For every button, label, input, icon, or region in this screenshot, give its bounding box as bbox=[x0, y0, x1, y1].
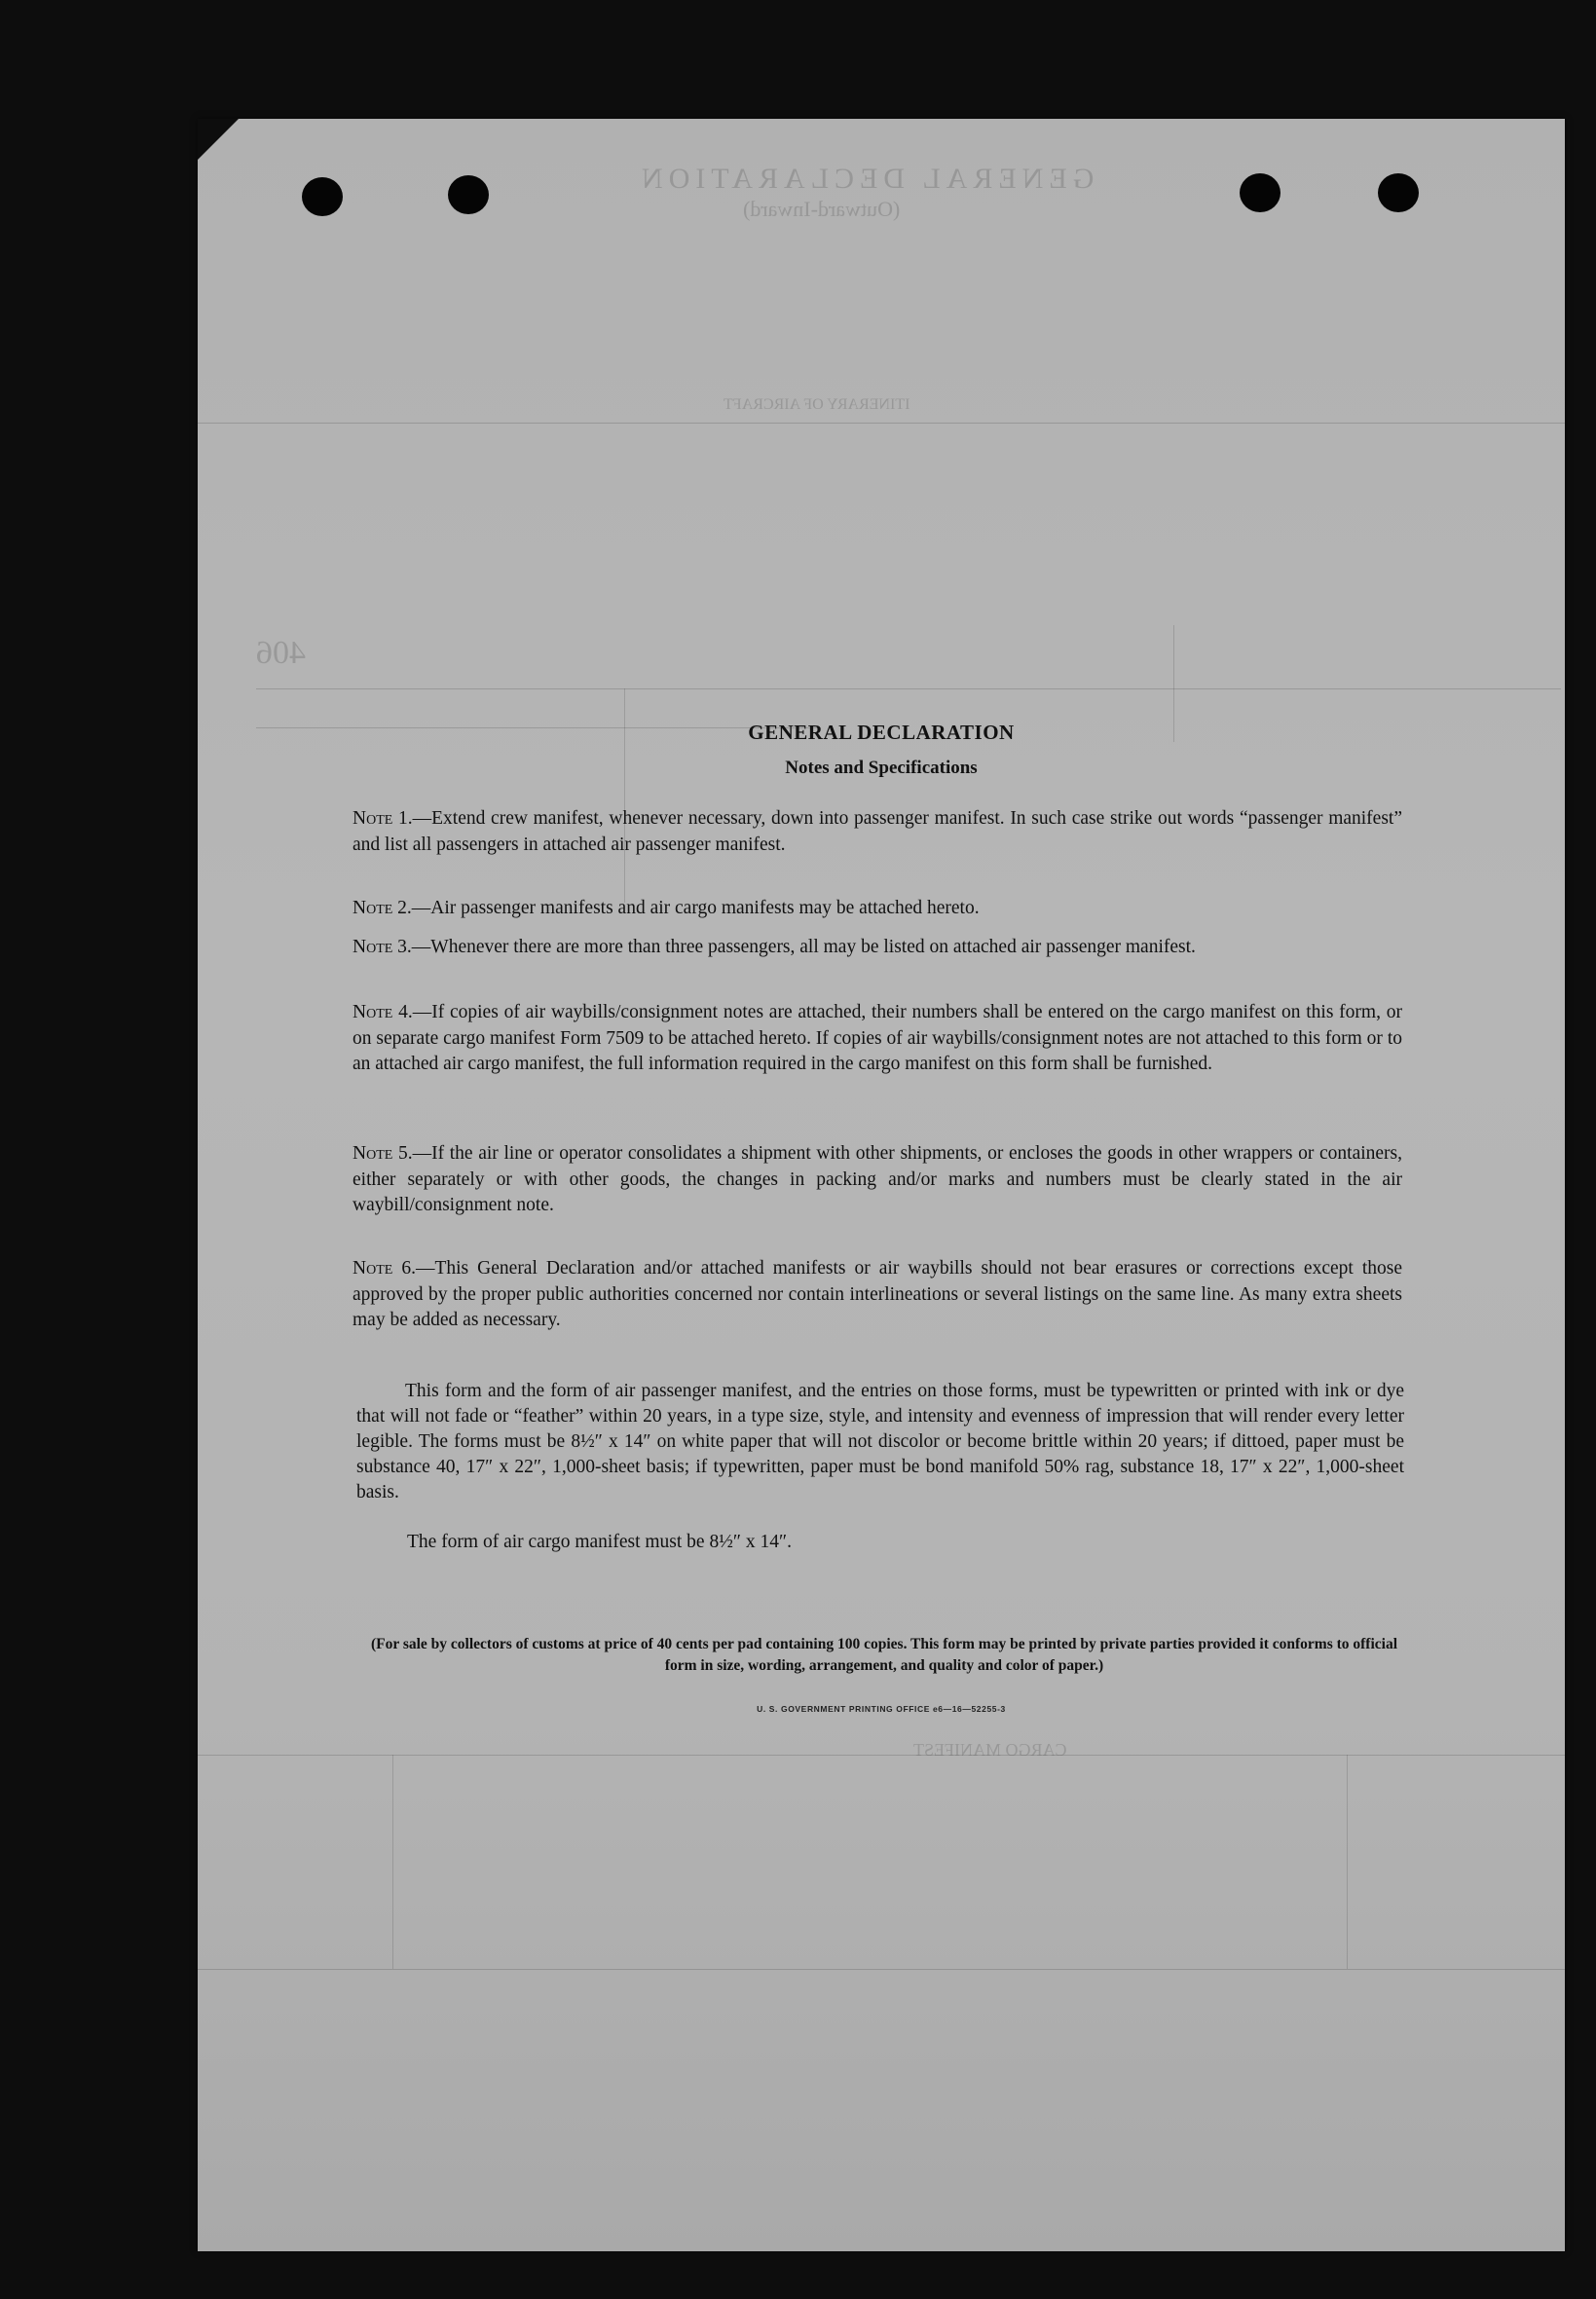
note-text: —Extend crew manifest, whenever necessary, down into passenger manifest. In such case strike out words “passenger manifest” and list all passengers in attached air passenger manifest. bbox=[353, 808, 1402, 855]
bleed-through-rule bbox=[256, 688, 1561, 689]
note-4 bbox=[353, 1000, 1402, 1078]
punch-hole bbox=[1240, 173, 1281, 212]
note-tag: Note 1. bbox=[353, 808, 413, 829]
note-5 bbox=[353, 1141, 1402, 1219]
note-text: —Air passenger manifests and air cargo manifests may be attached hereto. bbox=[411, 898, 980, 918]
punch-hole bbox=[302, 177, 343, 216]
bleed-through-rule bbox=[198, 423, 1565, 424]
bleed-through-cargo-manifest: CARGO MANIFEST bbox=[913, 1740, 1067, 1760]
note-tag: Note 3. bbox=[353, 937, 412, 957]
folded-corner bbox=[198, 119, 239, 160]
sale-notice: (For sale by collectors of customs at price of 40 cents per pad containing 100 copies. This form may be printed by private parties provided it conforms to official form in size, wording, arrangement, and quality and color of paper.) bbox=[370, 1636, 1398, 1674]
punch-hole bbox=[448, 175, 489, 214]
note-3 bbox=[353, 935, 1402, 961]
note-text: —If copies of air waybills/consignment notes are attached, their numbers shall be entered on the cargo manifest on this form, or on separate cargo manifest Form 7509 to be attached hereto. If copies of air waybills/consignment notes are not attached to this form or to an attached air cargo manifest, the full information required in the cargo manifest on this form shall be furnished. bbox=[353, 1002, 1402, 1074]
bleed-through-rule bbox=[198, 1969, 1565, 1970]
note-text: —If the air line or operator consolidates a shipment with other shipments, or encloses the goods in other wrappers or containers, either separately or with other goods, the changes in packing and/or marks and numbers must be clearly stated in the air waybill/consignment note. bbox=[353, 1143, 1402, 1215]
note-tag: Note 2. bbox=[353, 898, 412, 918]
bleed-through-rule bbox=[392, 1755, 393, 1969]
bleed-through-title: GENERAL DECLARATION bbox=[636, 163, 1095, 195]
printer-imprint: U. S. GOVERNMENT PRINTING OFFICE e6—16—52255-3 bbox=[757, 1704, 1006, 1714]
note-text: —This General Declaration and/or attached manifests or air waybills should not bear erasures or corrections except those approved by the proper public authorities concerned nor contain interlineations or several listings on the same line. As many extra sheets may be added as necessary. bbox=[353, 1258, 1403, 1330]
bleed-through-rule bbox=[1347, 1755, 1348, 1969]
document-title: GENERAL DECLARATION bbox=[748, 721, 1015, 744]
bleed-through-subtitle: (Outward-Inward) bbox=[743, 197, 901, 221]
note-tag: Note 4. bbox=[353, 1002, 413, 1022]
note-2 bbox=[353, 896, 1402, 922]
cargo-manifest-size: The form of air cargo manifest must be 8½″ x 14″. bbox=[407, 1532, 792, 1552]
note-1 bbox=[353, 806, 1402, 858]
document-subtitle: Notes and Specifications bbox=[785, 758, 978, 778]
bleed-through-number: 406 bbox=[256, 635, 306, 671]
note-tag: Note 5. bbox=[353, 1143, 413, 1164]
note-tag: Note 6. bbox=[353, 1258, 416, 1279]
bleed-through-itinerary: ITINERARY OF AIRCRAFT bbox=[724, 396, 910, 413]
specification-paragraph: This form and the form of air passenger manifest, and the entries on those forms, must be typewritten or printed with ink or dye that will not fade or “feather” within 20 years, in a type size, style, and intensity and evenness of impression that will render every letter legible. The forms must be 8½″ x 14″ on white paper that will not discolor or become brittle within 20 years; if dittoed, paper must be substance 40, 17″ x 22″, 1,000-sheet basis; if typewritten, paper must be bond manifold 50% rag, substance 18, 17″ x 22″, 1,000-sheet basis. bbox=[356, 1381, 1404, 1502]
note-6 bbox=[353, 1256, 1402, 1334]
punch-hole bbox=[1378, 173, 1419, 212]
note-text: —Whenever there are more than three passengers, all may be listed on attached air passenger manifest. bbox=[411, 937, 1196, 957]
bleed-through-rule bbox=[198, 1755, 1565, 1756]
